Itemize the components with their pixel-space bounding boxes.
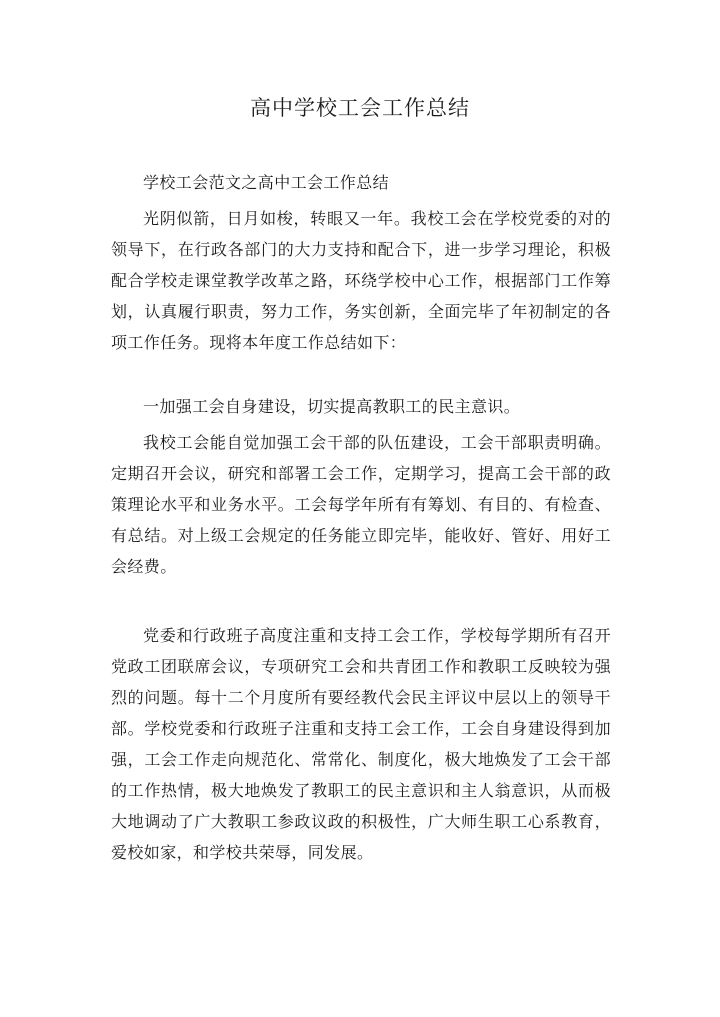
intro-paragraph: 光阴似箭，日月如梭，转眼又一年。我校工会在学校党委的对的领导下，在行政各部门的大力支持和配合下，进一步学习理论，积极配合学校走课堂教学改革之路，环绕学校中心工作，根据部门工作筹划，认真履行职责，努力工作，务实创新，全面完毕了年初制定的各项工作任务。现将本年度工作总结如下： xyxy=(111,209,611,352)
section-heading: 一加强工会自身建设，切实提高教职工的民主意识。 xyxy=(143,397,521,416)
subtitle-paragraph: 学校工会范文之高中工会工作总结 xyxy=(143,173,390,192)
document-title: 高中学校工会工作总结 xyxy=(250,96,470,120)
body-paragraph: 党委和行政班子高度注重和支持工会工作，学校每学期所有召开党政工团联席会议，专项研究工会和共青团工作和教职工反映较为强烈的问题。每十二个月度所有要经教代会民主评议中层以上的领导干部。学校党委和行政班子注重和支持工会工作，工会自身建设得到加强，工会工作走向规范化、常常化、制度化，极大地焕发了工会干部的工作热情，极大地焕发了教职工的民主意识和主人翁意识，从而极大地调动了广大教职工参政议政的积极性，广大师生职工心系教育，爱校如家，和学校共荣辱，同发展。 xyxy=(111,626,611,862)
body-paragraph: 我校工会能自觉加强工会干部的队伍建设，工会干部职责明确。定期召开会议，研究和部署工会工作，定期学习，提高工会干部的政策理论水平和业务水平。工会每学年所有有筹划、有目的、有检查、有总结。对上级工会规定的任务能立即完毕，能收好、管好、用好工会经费。 xyxy=(111,433,611,576)
